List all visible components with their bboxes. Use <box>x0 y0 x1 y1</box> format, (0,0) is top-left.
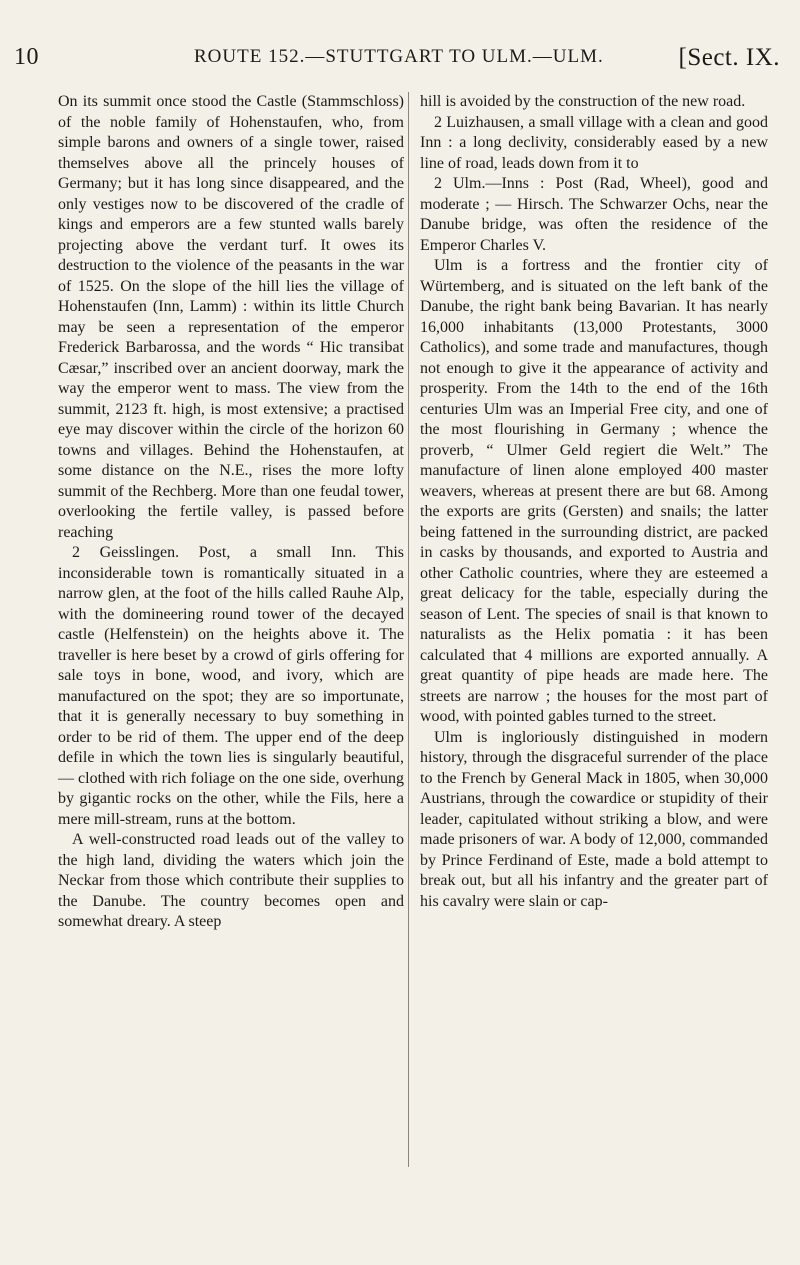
paragraph: Ulm is ingloriously distinguished in modern history, through the disgraceful surrender of the place to the French by General Mack in 1805, when 30,000 Austrians, through the cowardice or stupidity of their leader, capitulated without striking a blow, and were made prisoners of war. A body of 12,000, commanded by Prince Ferdinand of Este, made a bold attempt to break out, but all his infantry and the greater part of his cavalry were slain or cap- <box>420 728 768 910</box>
paragraph: Ulm is a fortress and the frontier city of Würtemberg, and is situated on the left bank of the Danube, the right bank being Bavarian. It has nearly 16,000 inhabitants (13,000 Protestants, 3000 Catholics), and some trade and manufactures, though not enough to give it the appearance of activity and prosperity. From the 14th to the end of the 16th centuries Ulm was an Imperial Free city, and one of the most flourishing in Germany ; whence the proverb, “ Ulmer Geld regiert die Welt.” The manufacture of linen alone employed 400 master weavers, whereas at present there are but 68. Among the exports are grits (Gersten) and snails; the latter being fattened in the surrounding district, are packed in casks by thousands, and exported to Austria and other Catholic countries, where they are esteemed a great delicacy for the table, especially during the season of Lent. The species of snail is that known to naturalists as the Helix pomatia : it has been calculated that 4 millions are exported annually. A great quantity of pipe heads are made here. The streets are narrow ; the houses for the most part of wood, with pointed gables turned to the street. <box>420 257 768 725</box>
paragraph: 2 Luizhausen, a small village with a clean and good Inn : a long declivity, considerably eased by a new line of road, leads down from it to <box>420 113 768 172</box>
column-divider <box>408 92 409 1167</box>
paragraph: 2 Ulm.—Inns : Post (Rad, Wheel), good and moderate ; — Hirsch. The Schwarzer Ochs, near the Danube bridge, was often the residence of the Emperor Charles V. <box>420 175 768 254</box>
running-header <box>14 44 780 82</box>
left-column <box>58 92 404 933</box>
paragraph: A well-constructed road leads out of the valley to the high land, dividing the waters which join the Neckar from those which contribute their supplies to the Danube. The country becomes open and somewhat dreary. A steep <box>58 831 404 930</box>
paragraph: 2 Geisslingen. Post, a small Inn. This inconsiderable town is romantically situated in a narrow glen, at the foot of the hills called Rauhe Alp, with the domineering round tower of the decayed castle (Helfenstein) on the heights above it. The traveller is here beset by a crowd of girls offering for sale toys in bone, wood, and ivory, which are manufactured on the spot; they are so importunate, that it is generally necessary to buy something in order to be rid of them. The upper end of the deep defile in which the town lies is singularly beautiful, — clothed with rich foliage on the one side, overhung by gigantic rocks on the other, while the Fils, here a mere mill-stream, runs at the bottom. <box>58 544 404 828</box>
paragraph: hill is avoided by the construction of the new road. <box>420 93 746 110</box>
paragraph: On its summit once stood the Castle (Stammschloss) of the noble family of Hohenstaufen, who, from simple barons and owners of a single tower, raised themselves above all the princely houses of Germany; but it has long since disappeared, and the only vestiges now to be discovered of the cradle of kings and emperors are a few stunted walls barely projecting above the verdant turf. It owes its destruction to the violence of the peasants in the war of 1525. On the slope of the hill lies the village of Hohenstaufen (Inn, Lamm) : within its little Church may be seen a representation of the emperor Frederick Barbarossa, and the words “ Hic transibat Cæsar,” inscribed over an ancient doorway, mark the way the emperor went to mass. The view from the summit, 2123 ft. high, is most extensive; a practised eye may discover within the circle of the horizon 60 towns and villages. Behind the Hohenstaufen, at some distance on the N.E., rises the more lofty summit of the Rechberg. More than one feudal tower, overlooking the fertile valley, is passed before reaching <box>58 93 404 541</box>
section-label: [Sect. IX. <box>678 44 780 71</box>
route-title: ROUTE 152.—STUTTGART TO ULM.—ULM. <box>194 46 604 67</box>
right-column <box>420 92 768 912</box>
page-number: 10 <box>14 44 39 70</box>
